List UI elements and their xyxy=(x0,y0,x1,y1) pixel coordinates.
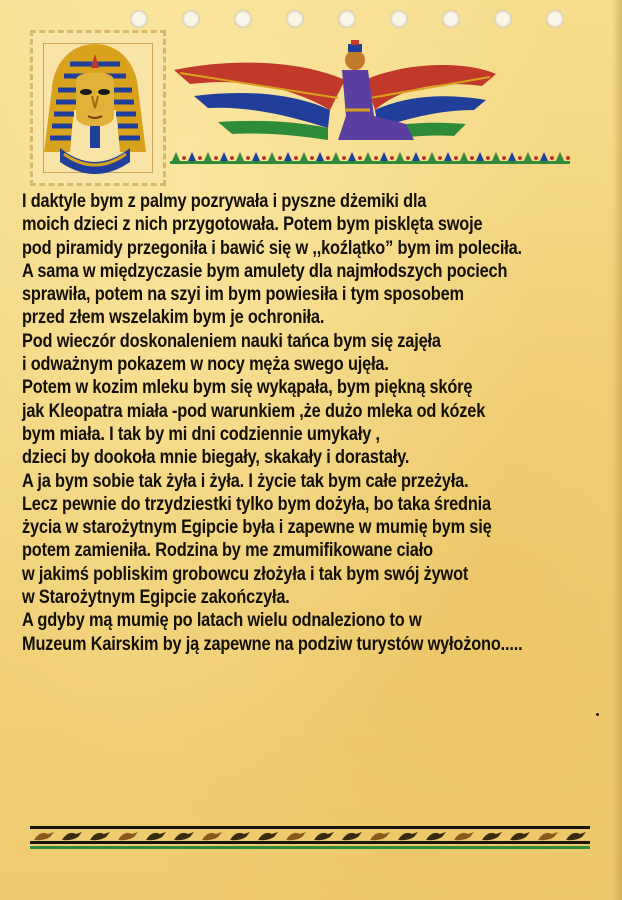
lotus-motif xyxy=(268,152,276,161)
hole xyxy=(494,10,512,28)
lotus-motif xyxy=(332,152,340,161)
lotus-bud xyxy=(406,156,410,160)
lotus-motif xyxy=(540,152,548,161)
lotus-motif xyxy=(428,152,436,161)
poem-line: potem zamieniła. Rodzina by me zmumifikowane ciało xyxy=(22,540,433,562)
edge-shadow xyxy=(612,0,622,900)
poem-line: dzieci by dookoła mnie biegały, skakały i dorastały. xyxy=(22,447,410,469)
lotus-frieze-icon xyxy=(170,150,570,164)
hole xyxy=(546,10,564,28)
stray-dot xyxy=(596,713,599,716)
lotus-motif xyxy=(508,152,516,161)
lotus-bud xyxy=(294,156,298,160)
bird-motif xyxy=(258,832,278,840)
hole xyxy=(286,10,304,28)
poem-line: A gdyby mą mumię po latach wielu odnaleziono to w xyxy=(22,610,422,632)
poem-line: życia w starożytnym Egipcie była i zapewne w mumię bym się xyxy=(22,517,492,539)
lotus-bud xyxy=(438,156,442,160)
bird-frieze-icon xyxy=(30,820,590,850)
bird-motif xyxy=(566,832,586,840)
poem-line: bym miała. I tak by mi dni codziennie umykały , xyxy=(22,423,380,445)
lotus-bud xyxy=(454,156,458,160)
poem-line: Potem w kozim mleku bym się wykąpała, bym piękną skórę xyxy=(22,377,473,399)
bird-motif xyxy=(342,832,362,840)
bird-motif xyxy=(454,832,474,840)
poem-line: Muzeum Kairskim by ją zapewne na podziw turystów wyłożono..... xyxy=(22,633,523,655)
bird-motif xyxy=(202,832,222,840)
lotus-motif xyxy=(396,152,404,161)
poem-line: pod piramidy przegoniła i bawić się w ,,koźlątko” bym im poleciła. xyxy=(22,237,522,259)
lotus-motif xyxy=(444,152,452,161)
poem-line: sprawiła, potem na szyi im bym powiesiła i tym sposobem xyxy=(22,284,464,306)
lotus-motif xyxy=(412,152,420,161)
bird-motif xyxy=(510,832,530,840)
lotus-motif xyxy=(316,152,324,161)
lotus-bud xyxy=(198,156,202,160)
lotus-bud xyxy=(566,156,570,160)
poem-line: A ja bym sobie tak żyła i żyła. I życie tak bym całe przeżyła. xyxy=(22,470,469,492)
bird-motif xyxy=(426,832,446,840)
lotus-motif xyxy=(252,152,260,161)
bird-motif xyxy=(538,832,558,840)
lotus-bud xyxy=(246,156,250,160)
lotus-motif xyxy=(460,152,468,161)
lotus-bud xyxy=(550,156,554,160)
bird-motif xyxy=(482,832,502,840)
lotus-bud xyxy=(534,156,538,160)
bird-motif xyxy=(118,832,138,840)
lotus-bud xyxy=(422,156,426,160)
lotus-bud xyxy=(342,156,346,160)
pharaoh-mask-icon xyxy=(30,30,160,180)
lotus-bud xyxy=(502,156,506,160)
lotus-bud xyxy=(374,156,378,160)
lotus-bud xyxy=(390,156,394,160)
bird-motif xyxy=(146,832,166,840)
bird-motif xyxy=(370,832,390,840)
lotus-motif xyxy=(172,152,180,161)
lotus-bud xyxy=(278,156,282,160)
bird-motif xyxy=(62,832,82,840)
poem-line: Lecz pewnie do trzydziestki tylko bym dożyła, bo taka średnia xyxy=(22,493,491,515)
lotus-bud xyxy=(326,156,330,160)
punched-holes xyxy=(130,4,600,34)
lotus-bud xyxy=(486,156,490,160)
bird-motif xyxy=(314,832,334,840)
lotus-bud xyxy=(230,156,234,160)
bird-motif xyxy=(230,832,250,840)
hole xyxy=(130,10,148,28)
lotus-motif xyxy=(364,152,372,161)
lotus-bud xyxy=(518,156,522,160)
lotus-motif xyxy=(476,152,484,161)
bird-motif xyxy=(90,832,110,840)
lotus-motif xyxy=(300,152,308,161)
lotus-motif xyxy=(188,152,196,161)
poem-line: A sama w międzyczasie bym amulety dla najmłodszych pociech xyxy=(22,260,508,282)
poem-line: jak Kleopatra miała -pod warunkiem ,że dużo mleka od kózek xyxy=(22,400,486,422)
lotus-motif xyxy=(284,152,292,161)
poem-text xyxy=(22,190,538,656)
poem-line: Pod wieczór doskonaleniem nauki tańca bym się zajęła xyxy=(22,330,441,352)
lotus-bud xyxy=(310,156,314,160)
pharaoh-stamp xyxy=(30,30,166,186)
poem-line: w Starożytnym Egipcie zakończyła. xyxy=(22,587,290,609)
poem-line: przed złem wszelakim bym je ochroniła. xyxy=(22,307,325,329)
bird-motif xyxy=(398,832,418,840)
poem-line: i odważnym pokazem w nocy męża swego ujęła. xyxy=(22,354,389,376)
lotus-motif xyxy=(556,152,564,161)
lotus-bud xyxy=(182,156,186,160)
lotus-motif xyxy=(204,152,212,161)
lotus-motif xyxy=(492,152,500,161)
lotus-bud xyxy=(470,156,474,160)
lotus-motif xyxy=(380,152,388,161)
poem-line: w jakimś pobliskim grobowcu złożyła i tak bym swój żywot xyxy=(22,563,469,585)
bird-motif xyxy=(174,832,194,840)
lotus-motif xyxy=(236,152,244,161)
lotus-bud xyxy=(262,156,266,160)
bird-motif xyxy=(34,832,54,840)
lotus-motif xyxy=(348,152,356,161)
poem-line: I daktyle bym z palmy pozrywała i pyszne dżemiki dla xyxy=(22,191,427,212)
hole xyxy=(338,10,356,28)
lotus-motif xyxy=(524,152,532,161)
lotus-bud xyxy=(214,156,218,160)
lotus-bud xyxy=(358,156,362,160)
lotus-motif xyxy=(220,152,228,161)
bird-motif xyxy=(286,832,306,840)
hole xyxy=(182,10,200,28)
poem-line: moich dzieci z nich przygotowała. Potem bym pisklęta swoje xyxy=(22,214,483,236)
winged-goddess-icon xyxy=(170,40,500,150)
hole xyxy=(442,10,460,28)
hole xyxy=(390,10,408,28)
hole xyxy=(234,10,252,28)
